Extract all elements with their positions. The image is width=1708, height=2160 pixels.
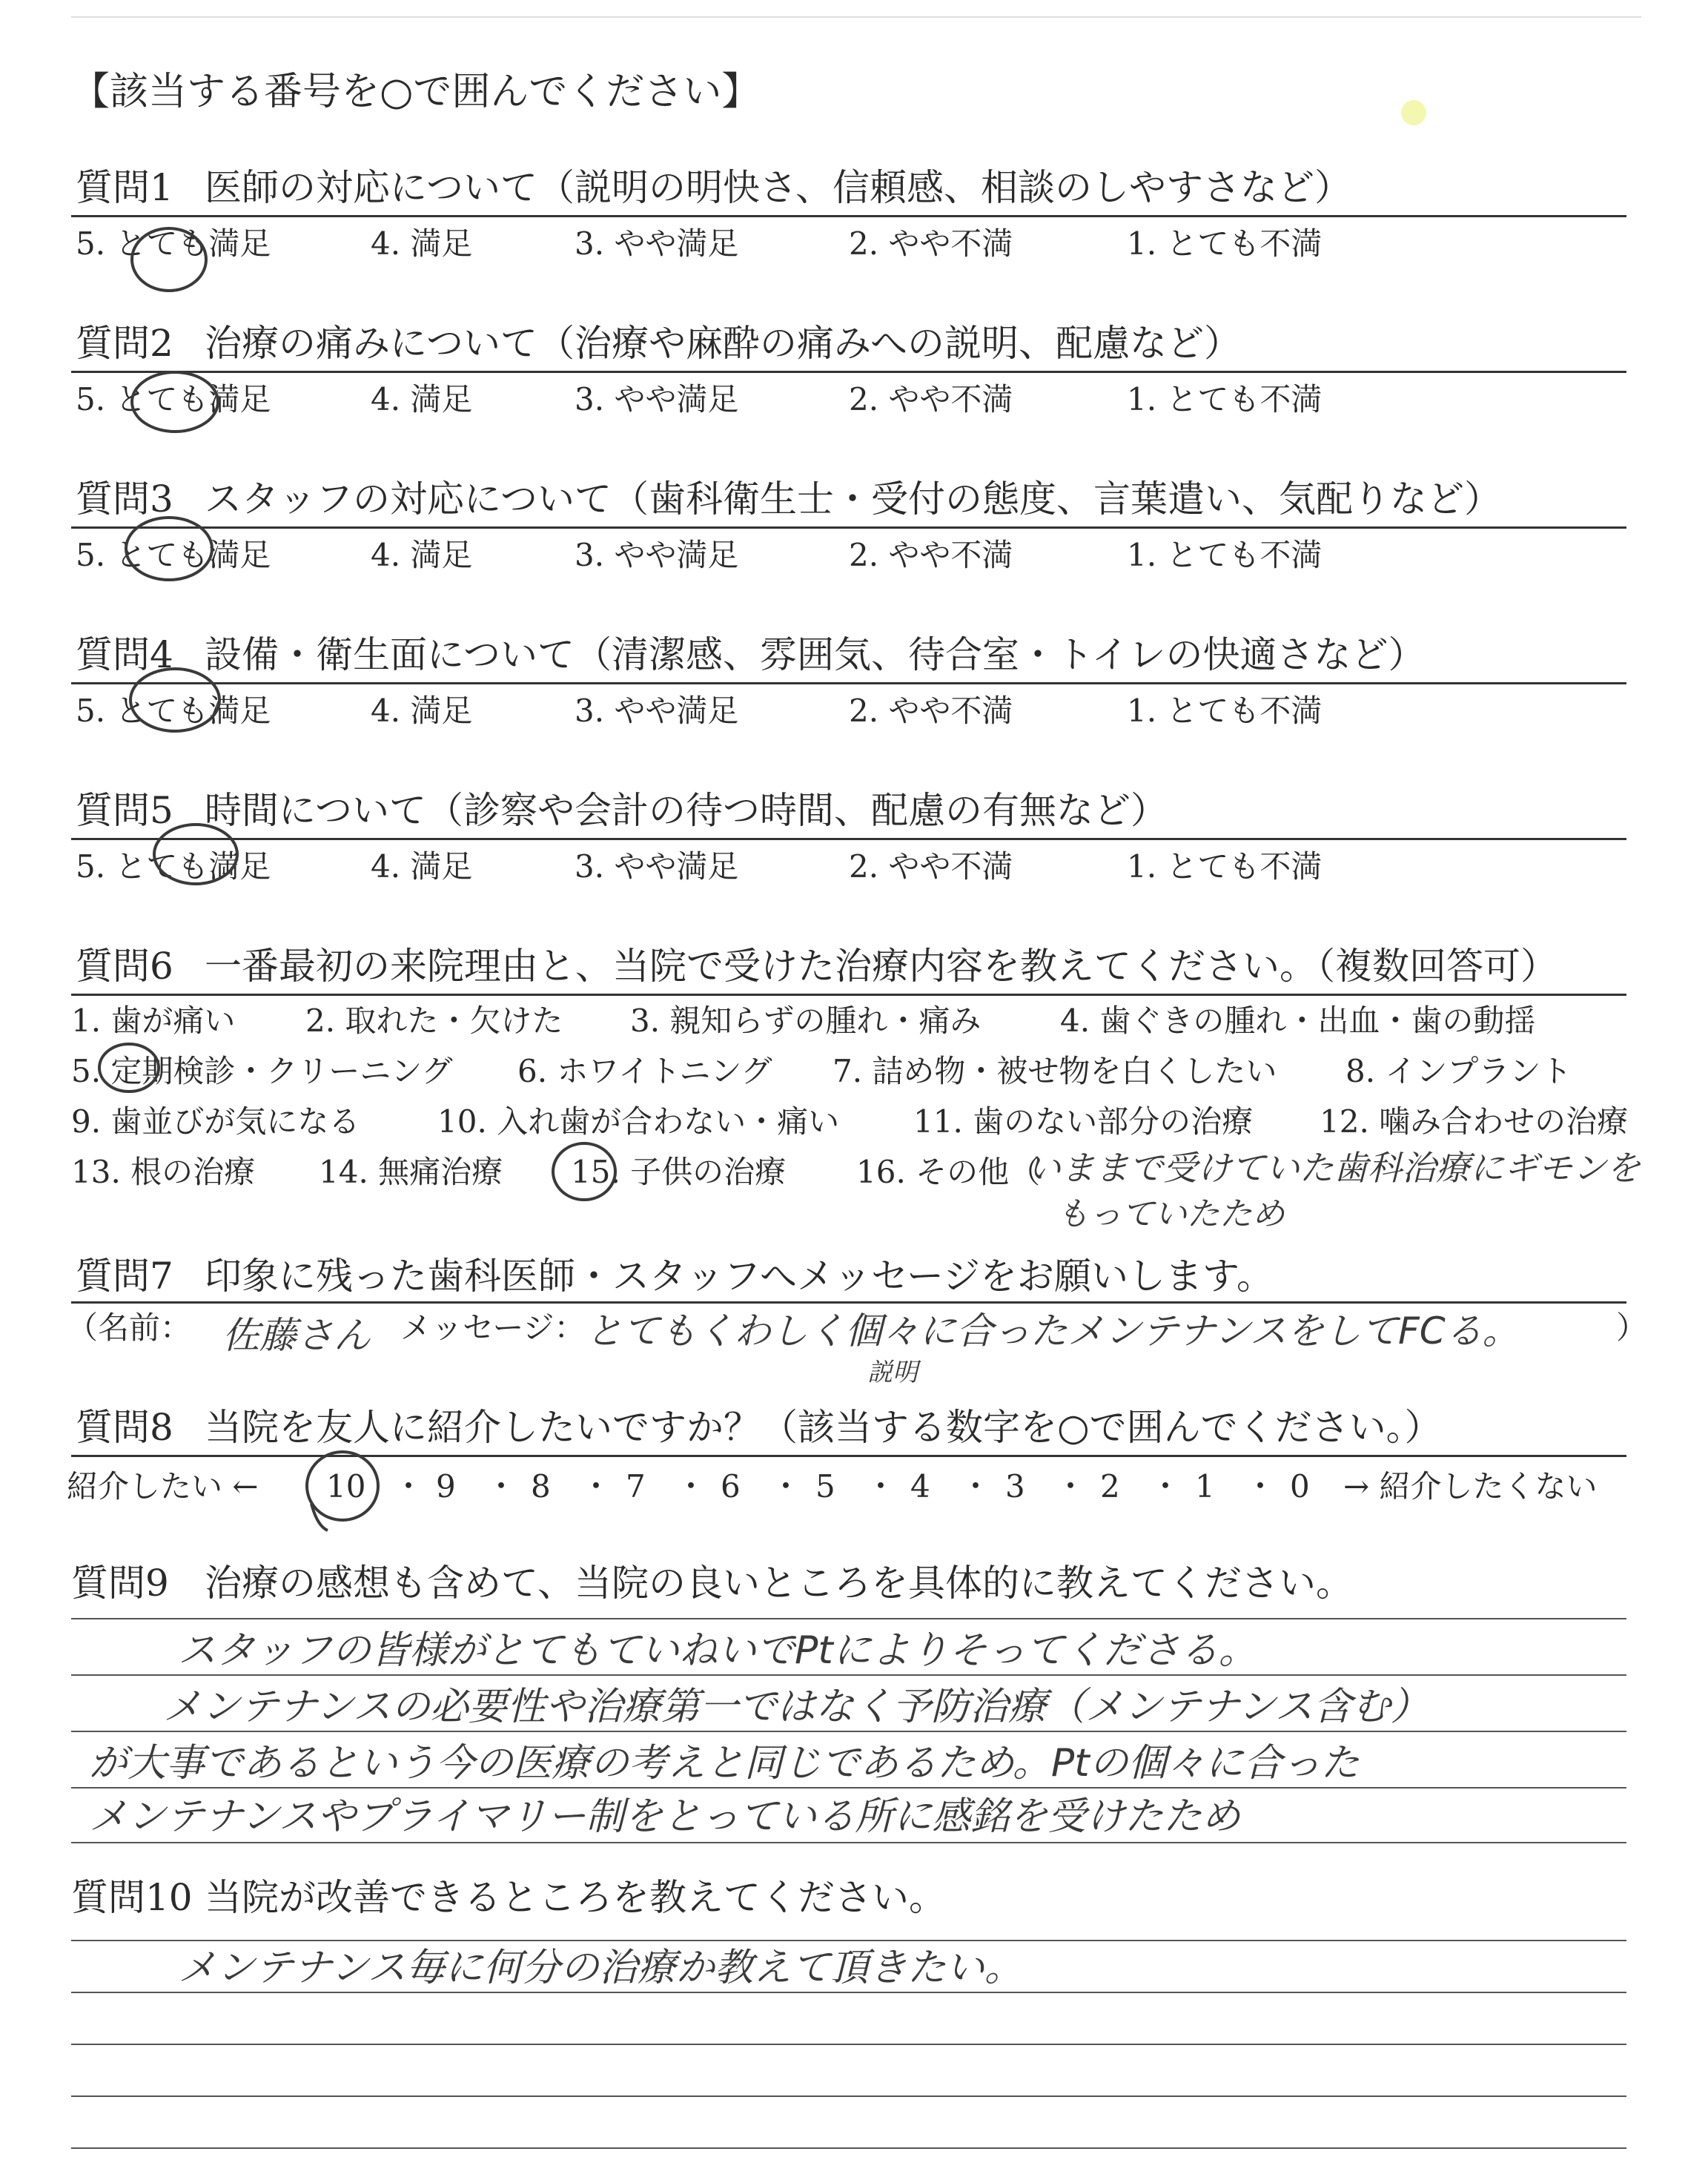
q4-label: 質問4 bbox=[76, 633, 173, 676]
q9-line-0 bbox=[71, 1618, 1626, 1619]
q7-close-paren: ） bbox=[1616, 1309, 1648, 1346]
q7-message-label: メッセージ： bbox=[400, 1309, 586, 1346]
q8-scale-4[interactable]: 4 bbox=[910, 1468, 930, 1505]
q5-rule bbox=[71, 838, 1626, 840]
q8-scale-2[interactable]: 2 bbox=[1100, 1468, 1120, 1505]
q8-label: 質問8 bbox=[76, 1406, 173, 1449]
q5-opt-2[interactable]: 2. やや不満 bbox=[849, 848, 1013, 885]
q5-text: 時間について（診察や会計の待つ時間、配慮の有無など） bbox=[205, 789, 1168, 832]
q8-scale-3[interactable]: 3 bbox=[1005, 1468, 1025, 1505]
q6-item-7[interactable]: 7. 詰め物・被せ物を白くしたい bbox=[833, 1053, 1277, 1089]
q3-opt-3[interactable]: 3. やや満足 bbox=[575, 537, 739, 573]
q9-line-1 bbox=[71, 1674, 1626, 1676]
q9-line-4 bbox=[71, 1842, 1626, 1843]
q9-answer-line-4[interactable]: メンテナンスやプライマリー制をとっている所に感銘を受けたため bbox=[89, 1794, 1241, 1839]
q8-rule bbox=[71, 1455, 1626, 1457]
q10-label: 質問10 bbox=[71, 1876, 193, 1919]
q10-answer-line-1[interactable]: メンテナンス毎に何分の治療か教えて頂きたい。 bbox=[178, 1946, 1023, 1990]
q8-text: 当院を友人に紹介したいですか？（該当する数字を○で囲んでください。） bbox=[205, 1406, 1442, 1449]
q9-answer-line-3[interactable]: が大事であるという今の医療の考えと同じであるため。Ptの個々に合った bbox=[89, 1741, 1360, 1786]
q10-text: 当院が改善できるところを教えてください。 bbox=[205, 1876, 946, 1919]
q2-opt-5[interactable]: 5. とても満足 bbox=[76, 381, 271, 417]
q2-opt-3[interactable]: 3. やや満足 bbox=[575, 381, 739, 417]
q8-scale-9[interactable]: 9 bbox=[436, 1468, 456, 1505]
q6-item-16[interactable]: 16. その他（ bbox=[856, 1154, 1041, 1190]
q10-line-2 bbox=[71, 2044, 1626, 2045]
q8-scale-6[interactable]: 6 bbox=[721, 1468, 741, 1505]
q1-rule bbox=[71, 215, 1626, 217]
q1-opt-1[interactable]: 1. とても不満 bbox=[1127, 225, 1323, 262]
q5-opt-1[interactable]: 1. とても不満 bbox=[1127, 848, 1323, 885]
q3-opt-4[interactable]: 4. 満足 bbox=[371, 537, 473, 573]
q3-rule bbox=[71, 526, 1626, 529]
q6-item-8[interactable]: 8. インプラント bbox=[1345, 1053, 1572, 1089]
q8-scale-7[interactable]: 7 bbox=[626, 1468, 646, 1505]
q8-dot: ・ bbox=[1055, 1468, 1087, 1505]
q8-dot: ・ bbox=[1245, 1468, 1277, 1505]
q6-item-11[interactable]: 11. 歯のない部分の治療 bbox=[913, 1103, 1254, 1140]
q9-answer-line-1[interactable]: スタッフの皆様がとてもていねいでPtによりそってくださる。 bbox=[178, 1628, 1257, 1673]
q10-line-3 bbox=[71, 2095, 1626, 2097]
q8-left-label: 紹介したい ← bbox=[67, 1468, 259, 1505]
q3-label: 質問3 bbox=[76, 478, 173, 521]
q6-item-4[interactable]: 4. 歯ぐきの腫れ・出血・歯の動揺 bbox=[1060, 1003, 1536, 1039]
q6-item-2[interactable]: 2. 取れた・欠けた bbox=[305, 1003, 563, 1039]
q8-dot: ・ bbox=[486, 1468, 517, 1505]
q5-label: 質問5 bbox=[76, 789, 173, 832]
page-title: 【該当する番号を○で囲んでください】 bbox=[71, 70, 761, 114]
q4-opt-1[interactable]: 1. とても不満 bbox=[1127, 693, 1323, 729]
q8-dot: ・ bbox=[865, 1468, 897, 1505]
q3-opt-2[interactable]: 2. やや不満 bbox=[849, 537, 1013, 573]
q8-dot: ・ bbox=[770, 1468, 802, 1505]
q1-opt-5[interactable]: 5. とても満足 bbox=[76, 225, 271, 262]
q8-scale-1[interactable]: 1 bbox=[1195, 1468, 1215, 1505]
q4-text: 設備・衛生面について（清潔感、雰囲気、待合室・トイレの快適さなど） bbox=[205, 633, 1426, 676]
q8-dots: ・ bbox=[393, 1468, 425, 1505]
q2-rule bbox=[71, 371, 1626, 373]
q1-text: 医師の対応について（説明の明快さ、信頼感、相談のしやすさなど） bbox=[205, 166, 1351, 209]
q6-item-9[interactable]: 9. 歯並びが気になる bbox=[71, 1103, 360, 1140]
q2-text: 治療の痛みについて（治療や麻酔の痛みへの説明、配慮など） bbox=[205, 322, 1241, 365]
q7-rule bbox=[71, 1301, 1626, 1304]
q5-opt-3[interactable]: 3. やや満足 bbox=[575, 848, 739, 885]
q6-item-13[interactable]: 13. 根の治療 bbox=[71, 1154, 256, 1190]
q6-item-6[interactable]: 6. ホワイトニング bbox=[517, 1053, 772, 1089]
q8-dot: ・ bbox=[960, 1468, 992, 1505]
q8-circle-tail bbox=[311, 1504, 328, 1530]
q2-label: 質問2 bbox=[76, 322, 173, 365]
q3-text: スタッフの対応について（歯科衛生士・受付の態度、言葉遣い、気配りなど） bbox=[205, 478, 1501, 521]
q2-opt-1[interactable]: 1. とても不満 bbox=[1127, 381, 1323, 417]
q4-rule bbox=[71, 682, 1626, 684]
q6-other-answer-2[interactable]: もっていたため bbox=[1056, 1195, 1285, 1233]
q6-item-12[interactable]: 12. 噛み合わせの治療 bbox=[1320, 1103, 1629, 1140]
q8-right-label: → 紹介したくない bbox=[1343, 1468, 1598, 1505]
q7-label: 質問7 bbox=[76, 1255, 173, 1298]
q2-opt-4[interactable]: 4. 満足 bbox=[371, 381, 473, 417]
q6-item-10[interactable]: 10. 入れ歯が合わない・痛い bbox=[437, 1103, 840, 1140]
q4-opt-3[interactable]: 3. やや満足 bbox=[575, 693, 739, 729]
q10-line-0 bbox=[71, 1940, 1626, 1941]
q6-item-5[interactable]: 5. 定期検診・クリーニング bbox=[71, 1053, 453, 1089]
q8-scale-5[interactable]: 5 bbox=[815, 1468, 835, 1505]
q6-item-1[interactable]: 1. 歯が痛い bbox=[71, 1003, 236, 1039]
q8-scale-8[interactable]: 8 bbox=[531, 1468, 551, 1505]
q7-text: 印象に残った歯科医師・スタッフへメッセージをお願いします。 bbox=[205, 1255, 1274, 1298]
q9-label: 質問9 bbox=[71, 1562, 169, 1605]
top-border bbox=[71, 16, 1641, 18]
q4-opt-4[interactable]: 4. 満足 bbox=[371, 693, 473, 729]
q3-opt-1[interactable]: 1. とても不満 bbox=[1127, 537, 1323, 573]
q5-opt-5[interactable]: 5. とても満足 bbox=[76, 848, 271, 885]
q1-opt-4[interactable]: 4. 満足 bbox=[371, 225, 473, 262]
q1-label: 質問1 bbox=[76, 166, 173, 209]
q4-opt-5[interactable]: 5. とても満足 bbox=[76, 693, 271, 729]
q8-dot: ・ bbox=[675, 1468, 707, 1505]
q9-line-3 bbox=[71, 1787, 1626, 1789]
q8-scale-0[interactable]: 0 bbox=[1290, 1468, 1310, 1505]
q6-rule bbox=[71, 994, 1626, 996]
q8-dot: ・ bbox=[580, 1468, 612, 1505]
q7-message-insert: 説明 bbox=[867, 1358, 918, 1387]
q9-line-2 bbox=[71, 1731, 1626, 1732]
q10-line-4 bbox=[71, 2147, 1626, 2149]
q9-text: 治療の感想も含めて、当院の良いところを具体的に教えてください。 bbox=[205, 1562, 1353, 1605]
q4-opt-2[interactable]: 2. やや不満 bbox=[849, 693, 1013, 729]
q7-name-value[interactable]: 佐藤さん bbox=[222, 1314, 371, 1357]
q6-item-14[interactable]: 14. 無痛治療 bbox=[319, 1154, 503, 1190]
q3-opt-5[interactable]: 5. とても満足 bbox=[76, 537, 271, 573]
q6-item-3[interactable]: 3. 親知らずの腫れ・痛み bbox=[630, 1003, 982, 1039]
q8-dot: ・ bbox=[1150, 1468, 1182, 1505]
q8-scale-10[interactable]: 10 bbox=[326, 1468, 366, 1505]
q6-label: 質問6 bbox=[76, 945, 173, 988]
q6-text: 一番最初の来院理由と、当院で受けた治療内容を教えてください。（複数回答可） bbox=[205, 945, 1558, 988]
q1-opt-2[interactable]: 2. やや不満 bbox=[849, 225, 1013, 262]
q6-item-15[interactable]: 15. 子供の治療 bbox=[571, 1154, 787, 1190]
q1-opt-3[interactable]: 3. やや満足 bbox=[575, 225, 739, 262]
q7-message-value[interactable]: とてもくわしく個々に合ったメンテナンスをしてFCる。 bbox=[586, 1309, 1520, 1353]
q5-opt-4[interactable]: 4. 満足 bbox=[371, 848, 473, 885]
q9-answer-line-2[interactable]: メンテナンスの必要性や治療第一ではなく予防治療（メンテナンス含む） bbox=[163, 1685, 1429, 1729]
q7-name-label: （名前： bbox=[67, 1309, 192, 1346]
highlighter-dot bbox=[1401, 100, 1426, 125]
q2-opt-2[interactable]: 2. やや不満 bbox=[849, 381, 1013, 417]
q10-line-1 bbox=[71, 1992, 1626, 1993]
q6-other-answer-1[interactable]: いままで受けていた歯科治療にギモンを bbox=[1027, 1148, 1641, 1188]
